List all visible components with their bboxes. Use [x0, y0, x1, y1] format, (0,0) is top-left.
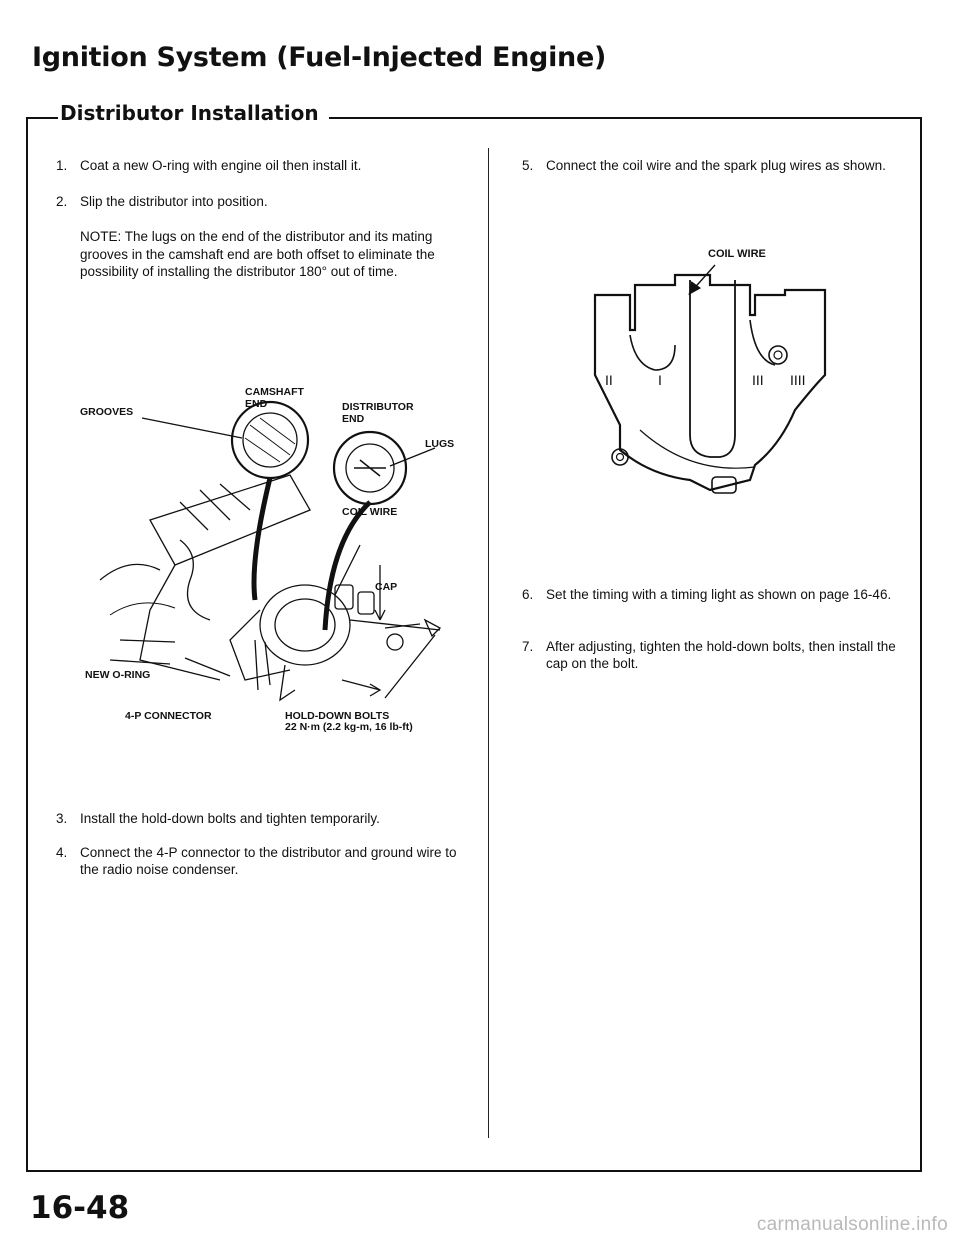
step-text: Install the hold-down bolts and tighten temporarily.	[80, 811, 380, 826]
header-rule-right	[330, 117, 920, 119]
plug-mark-4: IIII	[790, 372, 806, 388]
header-rule-left	[26, 117, 46, 119]
step-number: 2.	[56, 194, 68, 209]
step-text: Connect the 4-P connector to the distributor and ground wire to the radio noise condenser.	[80, 845, 457, 877]
plug-mark-2: I	[658, 372, 662, 388]
label-grooves: GROOVES	[80, 406, 134, 418]
step-text: Slip the distributor into position.	[80, 194, 268, 209]
step-text: Connect the coil wire and the spark plug wires as shown.	[546, 158, 886, 173]
step-number: 3.	[56, 811, 68, 826]
label-4p-connector: 4-P CONNECTOR	[125, 710, 212, 722]
step-number: 1.	[56, 158, 68, 173]
step-number: 5.	[522, 158, 534, 173]
label-camshaft-end-line1: CAMSHAFT	[245, 386, 304, 398]
label-holddown-bolts: HOLD-DOWN BOLTS	[285, 710, 390, 722]
plug-mark-1: II	[605, 372, 613, 388]
installation-note: NOTE: The lugs on the end of the distributor and its mating grooves in the camshaft end are both offset to eliminate the possibility of installing the distributor 180° out of time.	[80, 229, 435, 279]
label-distributor-end-line2: END	[342, 413, 365, 425]
page-number: 16-48	[30, 1190, 130, 1226]
step-text: After adjusting, tighten the hold-down bolts, then install the cap on the bolt.	[546, 639, 896, 671]
step-text: Set the timing with a timing light as shown on page 16-46.	[546, 587, 892, 602]
watermark: carmanualsonline.info	[756, 1214, 948, 1235]
section-title: Distributor Installation	[58, 101, 329, 125]
step-number: 7.	[522, 639, 534, 654]
step-number: 4.	[56, 845, 68, 860]
label-new-oring: NEW O-RING	[85, 669, 151, 681]
distributor-body	[260, 585, 350, 665]
label-holddown-torque: 22 N·m (2.2 kg-m, 16 lb-ft)	[285, 721, 413, 733]
step-text: Coat a new O-ring with engine oil then install it.	[80, 158, 362, 173]
label-coil-wire: COIL WIRE	[342, 506, 398, 518]
label-distributor-end-line1: DISTRIBUTOR	[342, 401, 414, 413]
step-number: 6.	[522, 587, 534, 602]
label-cap: CAP	[375, 581, 398, 593]
page-title: Ignition System (Fuel-Injected Engine)	[32, 42, 606, 73]
column-divider	[488, 148, 489, 1138]
plug-mark-3: III	[752, 372, 764, 388]
section-header	[24, 98, 920, 138]
label-camshaft-end-line2: END	[245, 398, 268, 410]
distributor-cap-figure	[580, 235, 850, 505]
label-coil-wire-right: COIL WIRE	[708, 248, 766, 260]
distributor-installation-figure	[80, 380, 470, 750]
label-lugs: LUGS	[425, 438, 455, 450]
